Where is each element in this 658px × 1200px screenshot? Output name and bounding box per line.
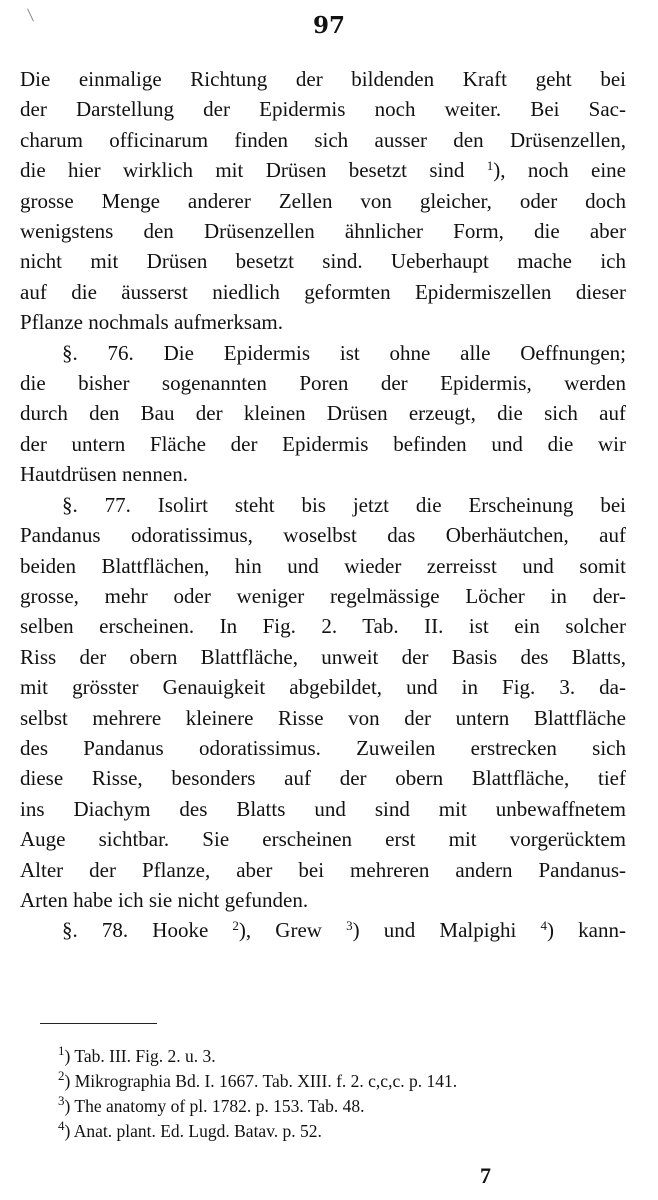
text-segment: der Darstellung der Epidermis noch weiter. Bei Sac- <box>20 97 626 122</box>
text-segment: §. 77. Isolirt steht bis jetzt die Erscheinung bei <box>62 492 626 517</box>
text-line <box>20 520 626 550</box>
text-segment: Riss der obern Blattfläche, unweit der Basis des Blatts, <box>20 644 626 669</box>
text-segment: Die einmalige Richtung der bildenden Kraft geht bei <box>20 67 626 91</box>
text-line <box>20 398 626 428</box>
footnote-reference: 1 <box>486 158 494 174</box>
footnote-mark: 2 <box>58 1068 65 1083</box>
text-segment: der untern Fläche der Epidermis befinden und die wir <box>20 431 626 456</box>
text-line <box>20 125 626 155</box>
text-segment: die hier wirklich mit Drüsen besetzt sind <box>20 158 487 183</box>
footnote-reference: 2 <box>232 918 239 934</box>
text-segment: ins Diachym des Blatts und sind mit unbewaffnetem <box>20 796 626 821</box>
text-line <box>20 703 626 733</box>
text-segment: ) und Malpighi <box>352 918 541 943</box>
text-line <box>20 611 626 641</box>
text-segment: grosse, mehr oder weniger regelmässige Löcher in der- <box>20 583 626 608</box>
footnote-mark: 3 <box>58 1093 65 1108</box>
text-segment: ), noch eine <box>493 158 626 183</box>
footnote-reference: 4 <box>540 918 548 934</box>
text-segment: wenigstens den Drüsenzellen ähnlicher Form, die aber <box>20 219 626 244</box>
text-segment: Hautdrüsen nennen. <box>20 462 188 487</box>
text-line <box>20 155 626 185</box>
text-segment: ) kann- <box>547 918 626 943</box>
text-segment: selben erscheinen. In Fig. 2. Tab. II. ist ein solcher <box>20 614 626 639</box>
text-segment: nicht mit Drüsen besetzt sind. Ueberhaupt mache ich <box>20 249 626 274</box>
text-segment: Pflanze nochmals aufmerksam. <box>20 310 283 335</box>
text-line <box>20 763 626 793</box>
text-line <box>20 855 626 885</box>
text-segment: Alter der Pflanze, aber bei mehreren andern Pandanus- <box>20 857 626 882</box>
signature-mark: 7 <box>480 1163 491 1188</box>
text-line <box>20 277 626 307</box>
body-text <box>20 64 626 946</box>
text-segment: diese Risse, besonders auf der obern Blattfläche, tief <box>20 766 626 791</box>
footnote-mark: 4 <box>58 1118 65 1133</box>
text-segment: beiden Blattflächen, hin und wieder zerreisst und somit <box>20 553 626 578</box>
text-segment: §. 78. Hooke <box>62 918 233 943</box>
text-line <box>20 64 626 94</box>
text-segment: des Pandanus odoratissimus. Zuweilen erstrecken sich <box>20 735 626 760</box>
footnote <box>58 1069 457 1094</box>
text-segment: Auge sichtbar. Sie erscheinen erst mit vorgerücktem <box>20 827 626 852</box>
text-line <box>20 429 626 459</box>
footnote-text: ) Tab. III. Fig. 2. u. 3. <box>64 1046 216 1066</box>
text-line <box>20 307 626 337</box>
text-line <box>20 246 626 276</box>
text-line <box>20 490 626 520</box>
text-line <box>20 794 626 824</box>
footnote-text: ) The anatomy of pl. 1782. p. 153. Tab. 48. <box>64 1096 365 1116</box>
text-line <box>20 216 626 246</box>
text-line <box>20 94 626 124</box>
text-line <box>20 551 626 581</box>
footnote-mark: 1 <box>58 1043 65 1058</box>
text-segment: Pandanus odoratissimus, woselbst das Oberhäutchen, auf <box>20 523 626 548</box>
text-segment: durch den Bau der kleinen Drüsen erzeugt, die sich auf <box>20 401 626 426</box>
page-number: 97 <box>312 12 345 39</box>
text-segment: mit grösster Genauigkeit abgebildet, und in Fig. 3. da- <box>20 675 626 700</box>
footnote-rule <box>40 1023 157 1024</box>
text-line <box>20 368 626 398</box>
footnote-reference: 3 <box>346 918 353 934</box>
text-segment: Arten habe ich sie nicht gefunden. <box>20 887 309 912</box>
footnote-text: ) Anat. plant. Ed. Lugd. Batav. p. 52. <box>64 1121 322 1141</box>
footnote <box>58 1044 457 1069</box>
footnote <box>58 1119 457 1144</box>
text-segment: auf die äusserst niedlich geformten Epidermiszellen dieser <box>20 279 626 304</box>
footnotes <box>58 1044 457 1144</box>
text-line <box>20 885 626 915</box>
text-segment: selbst mehrere kleinere Risse von der untern Blattfläche <box>20 705 626 730</box>
text-segment: ), Grew <box>238 918 347 943</box>
text-line <box>20 733 626 763</box>
text-line <box>20 186 626 216</box>
text-line <box>20 824 626 854</box>
text-segment: §. 76. Die Epidermis ist ohne alle Oeffnungen; <box>62 340 626 365</box>
text-line <box>20 581 626 611</box>
text-segment: charum officinarum finden sich ausser den Drüsenzellen, <box>20 127 626 152</box>
text-line <box>20 915 626 945</box>
text-segment: die bisher sogenannten Poren der Epidermis, werden <box>20 371 626 396</box>
text-line <box>20 642 626 672</box>
text-segment: grosse Menge anderer Zellen von gleicher, oder doch <box>20 188 626 213</box>
text-line <box>20 672 626 702</box>
footnote <box>58 1094 457 1119</box>
text-line <box>20 338 626 368</box>
text-line <box>20 459 626 489</box>
footnote-text: ) Mikrographia Bd. I. 1667. Tab. XIII. f. 2. c,c,c. p. 141. <box>64 1071 458 1091</box>
